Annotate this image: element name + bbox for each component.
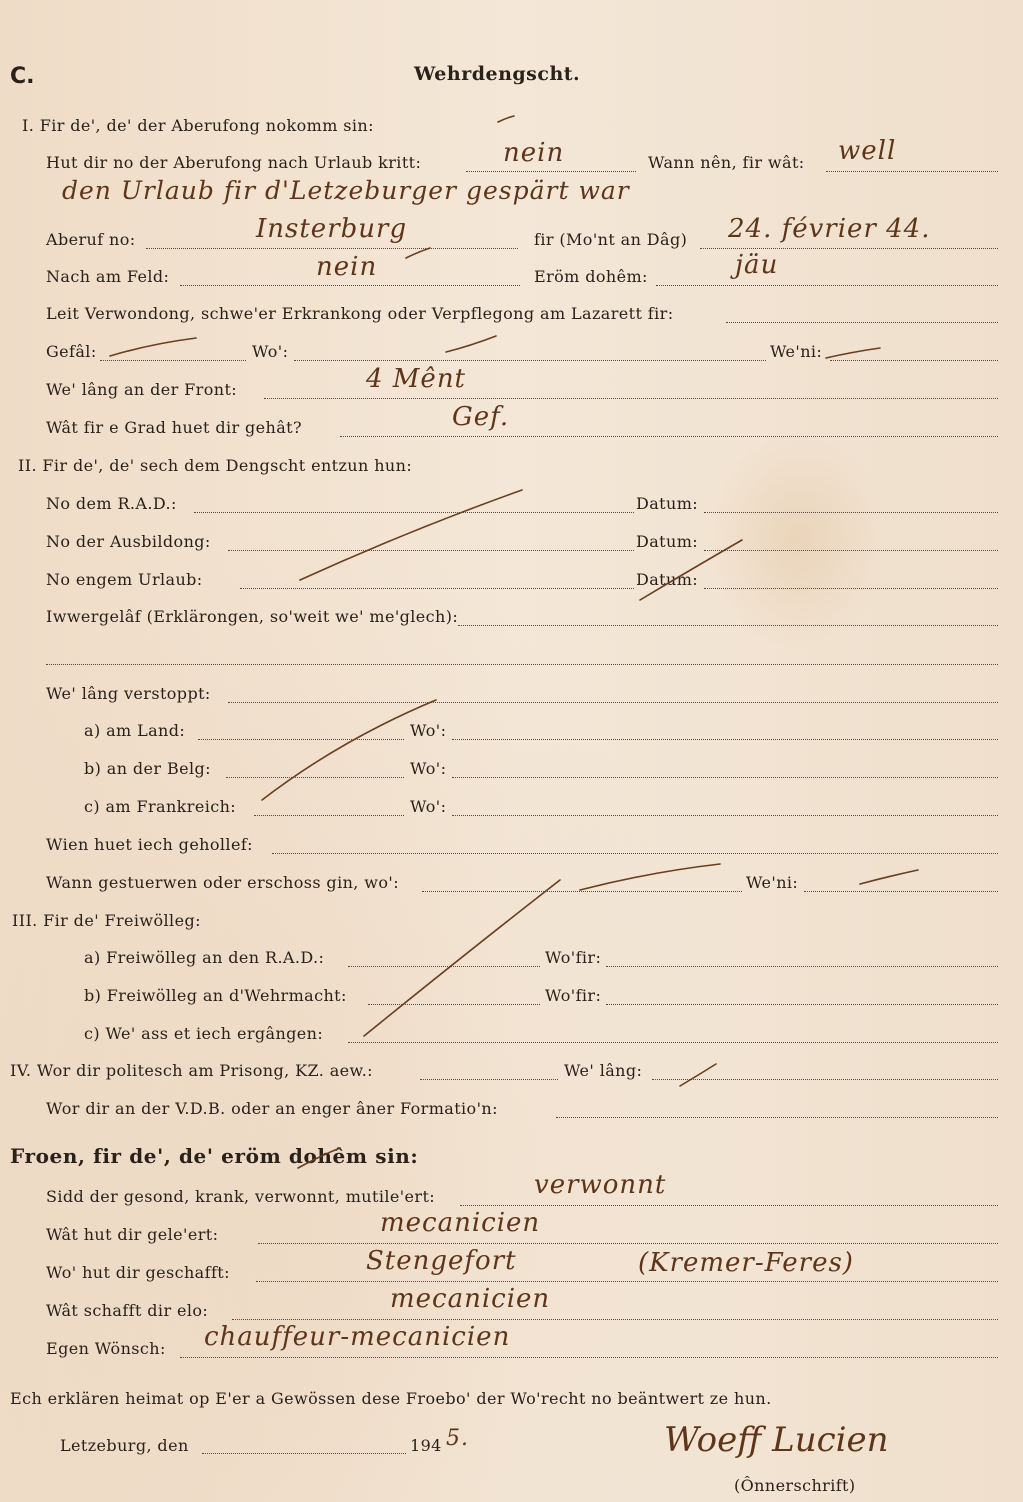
label-wo-belg: Wo': <box>410 759 447 778</box>
answer-fir-datum[interactable]: 24. février 44. <box>728 214 931 244</box>
answer-grad[interactable]: Gef. <box>452 402 510 432</box>
label-wonsch: Egen Wönsch: <box>46 1339 166 1358</box>
strike-dohem <box>298 1148 340 1168</box>
label-vdb: Wor dir an der V.D.B. oder an enger âner Formatio'n: <box>46 1099 498 1118</box>
label-grad: Wât fir e Grad huet dir gehât? <box>46 418 302 437</box>
strike-verstoppt <box>262 700 436 800</box>
answer-feld[interactable]: nein <box>316 252 378 282</box>
year-prefix: 194 <box>410 1436 442 1455</box>
label-wo-land: Wo': <box>410 721 447 740</box>
section-1-heading: I. Fir de', de' der Aberufong nokomm sin: <box>22 116 374 135</box>
label-wofir-1: Wo'fir: <box>545 948 602 967</box>
answer-wonsch[interactable]: chauffeur-mecanicien <box>204 1322 511 1352</box>
label-belg: b) an der Belg: <box>84 759 211 778</box>
label-iwwergelaf: Iwwergelâf (Erklärongen, so'weit we' me'glech): <box>46 607 459 626</box>
froen-heading: Froen, fir de', de' eröm dohêm sin: <box>10 1144 419 1168</box>
answer-urlaub[interactable]: nein <box>503 138 565 168</box>
answer-elo[interactable]: mecanicien <box>390 1284 551 1314</box>
label-feld: Nach am Feld: <box>46 267 170 286</box>
label-leit: Leit Verwondong, schwe'er Erkrankong oder Verpflegong am Lazarett fir: <box>46 304 674 323</box>
answer-front[interactable]: 4 Mênt <box>366 364 467 394</box>
answer-wann-continued[interactable]: den Urlaub fir d'Letzeburger gespärt war <box>62 176 630 205</box>
strike-section-2 <box>300 490 522 580</box>
answer-gesond[interactable]: verwonnt <box>534 1170 667 1200</box>
year-digit[interactable]: 5. <box>446 1426 469 1451</box>
label-erganen: c) We' ass et iech ergângen: <box>84 1024 324 1043</box>
label-freiwolleg-wehrmacht: b) Freiwölleg an d'Wehrmacht: <box>84 986 347 1005</box>
label-fir-datum: fir (Mo'nt an Dâg) <box>534 230 688 249</box>
mark-top <box>498 116 514 122</box>
section-3-heading: III. Fir de' Freiwölleg: <box>12 911 201 930</box>
strike-gefal <box>110 338 196 356</box>
label-wo-frankreich: Wo': <box>410 797 447 816</box>
label-gehollef: Wien huet iech gehollef: <box>46 835 253 854</box>
label-front: We' lâng an der Front: <box>46 380 238 399</box>
label-wofir-2: Wo'fir: <box>545 986 602 1005</box>
section-2-heading: II. Fir de', de' sech dem Dengscht entzun hun: <box>18 456 413 475</box>
label-we-lang: We' lâng: <box>564 1061 643 1080</box>
label-geleert: Wât hut dir gele'ert: <box>46 1225 219 1244</box>
label-ausbildong: No der Ausbildong: <box>46 532 211 551</box>
label-datum-3: Datum: <box>636 570 699 589</box>
label-datum-2: Datum: <box>636 532 699 551</box>
section-4-heading: IV. Wor dir politesch am Prisong, KZ. aew.: <box>10 1061 373 1080</box>
strike-we-lang <box>680 1064 716 1086</box>
label-gestuerwen: Wann gestuerwen oder erschoss gin, wo': <box>46 873 399 892</box>
label-gesond: Sidd der gesond, krank, verwonnt, mutile'ert: <box>46 1187 436 1206</box>
label-geschafft: Wo' hut dir geschafft: <box>46 1263 230 1282</box>
strike-gestuerwen <box>580 864 720 890</box>
label-datum-1: Datum: <box>636 494 699 513</box>
label-erom: Eröm dohêm: <box>534 267 648 286</box>
label-elo: Wât schafft dir elo: <box>46 1301 209 1320</box>
mark-aberuf <box>406 248 430 258</box>
label-am-land: a) am Land: <box>84 721 186 740</box>
signature[interactable]: Woeff Lucien <box>664 1420 889 1460</box>
label-wo: Wo': <box>252 342 289 361</box>
answer-wann[interactable]: well <box>838 136 897 166</box>
answer-aberuf[interactable]: Insterburg <box>256 214 408 244</box>
declaration-text: Ech erklären heimat op E'er a Gewössen dese Froebo' der Wo'recht no beäntwert ze hun. <box>10 1389 772 1408</box>
label-place-date: Letzeburg, den <box>60 1436 189 1455</box>
strike-weni-2 <box>860 870 918 884</box>
label-gefal: Gefâl: <box>46 342 97 361</box>
strike-wo <box>446 336 496 352</box>
label-weni: We'ni: <box>770 342 823 361</box>
label-rad: No dem R.A.D.: <box>46 494 177 513</box>
label-weni-2: We'ni: <box>746 873 799 892</box>
answer-geleert[interactable]: mecanicien <box>380 1208 541 1238</box>
page-title: Wehrdengscht. <box>414 63 581 85</box>
signature-caption: (Ônnerschrift) <box>734 1476 856 1495</box>
strike-datum <box>640 540 742 600</box>
label-urlaub: Hut dir no der Aberufong nach Urlaub kritt: <box>46 153 422 172</box>
answer-erom[interactable]: jäu <box>735 250 779 280</box>
label-wann: Wann nên, fir wât: <box>648 153 805 172</box>
label-frankreich: c) am Frankreich: <box>84 797 237 816</box>
answer-geschafft-employer[interactable]: (Kremer-Feres) <box>638 1248 854 1278</box>
label-freiwolleg-rad: a) Freiwölleg an den R.A.D.: <box>84 948 325 967</box>
label-engem-urlaub: No engem Urlaub: <box>46 570 203 589</box>
strike-section-3 <box>364 880 560 1036</box>
label-aberuf: Aberuf no: <box>46 230 136 249</box>
answer-geschafft[interactable]: Stengefort <box>366 1246 517 1276</box>
label-verstoppt: We' lâng verstoppt: <box>46 684 211 703</box>
strike-weni <box>826 348 880 358</box>
section-letter: C. <box>10 64 35 89</box>
